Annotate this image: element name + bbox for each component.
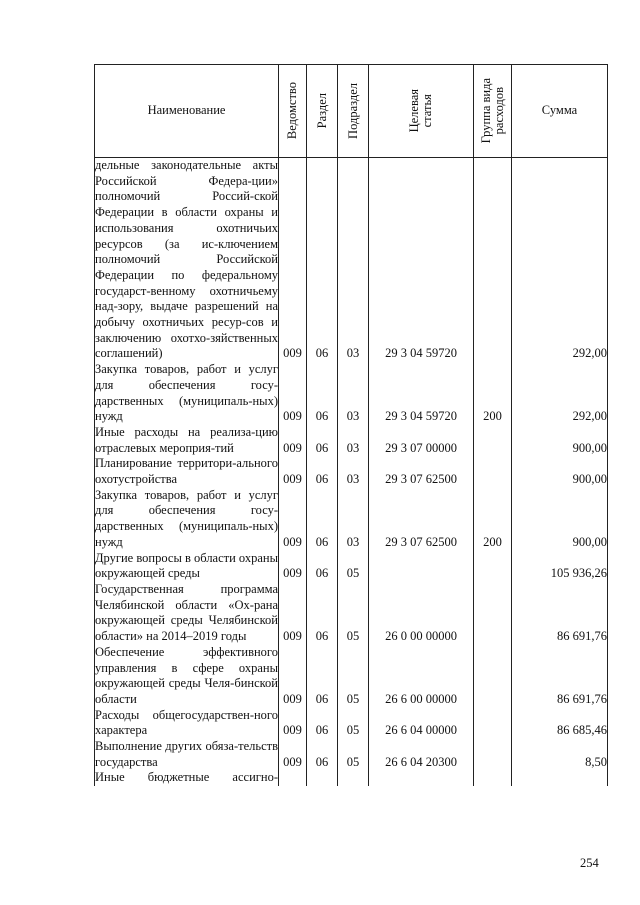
row-section-cell: 06 <box>307 456 338 487</box>
row-expense-group-cell <box>474 739 512 770</box>
table-row <box>95 708 608 739</box>
table-row <box>95 582 608 645</box>
row-amount-cell: 292,00 <box>512 158 608 363</box>
budget-table <box>94 64 608 786</box>
row-name-cell: Расходы общегосударствен-ного характера <box>95 707 278 738</box>
table-row <box>95 551 608 582</box>
table-body <box>95 158 608 787</box>
row-expense-group-cell <box>474 645 512 708</box>
row-name-cell: Другие вопросы в области охраны окружающей среды <box>95 550 279 581</box>
row-target-article-cell: 29 3 04 59720 <box>369 362 474 425</box>
row-amount-cell: 105 936,26 <box>512 551 608 582</box>
row-section-cell: 06 <box>307 158 338 363</box>
row-section-cell <box>307 770 338 786</box>
header-row <box>95 65 608 158</box>
row-subsection-cell: 05 <box>338 739 369 770</box>
row-target-article-cell: 29 3 07 00000 <box>369 425 474 456</box>
row-department-cell: 009 <box>279 425 307 456</box>
row-name-cell: дельные законодательные акты Российской Федера-ции» полномочий Россий-ской Федерации в области охраны и использования охотничьих ресурсов (за ис-ключением полномочий Российской Федерации по федеральному государст-венному охотничьему над-зору, выдаче разрешений на добычу охотничьих ресур-сов и заключению охотхо-зяйственных соглашений) <box>95 158 278 361</box>
row-section-cell: 06 <box>307 488 338 551</box>
row-name-cell: Государственная программа Челябинской области «Ох-рана окружающей среды Челябинской области» на 2014–2019 годы <box>95 581 278 644</box>
row-amount-cell: 292,00 <box>512 362 608 425</box>
header-expense-group <box>474 65 512 158</box>
row-department-cell: 009 <box>279 739 307 770</box>
row-department-cell: 009 <box>279 488 307 551</box>
row-expense-group-cell <box>474 551 512 582</box>
header-target-article-label: Целевая статья <box>407 89 434 133</box>
row-target-article-cell: 29 3 07 62500 <box>369 456 474 487</box>
table-row <box>95 488 608 551</box>
header-department-label: Ведомство <box>285 82 299 140</box>
header-subsection <box>338 65 369 158</box>
row-target-article-cell <box>369 770 474 786</box>
header-department <box>279 65 307 158</box>
row-name-cell: Закупка товаров, работ и услуг для обеспечения госу-дарственных (муниципаль-ных) нужд <box>95 487 278 549</box>
row-target-article-cell <box>369 551 474 582</box>
header-section-label: Раздел <box>314 93 329 129</box>
row-subsection-cell: 03 <box>338 425 369 456</box>
row-name-cell: Иные расходы на реализа-цию отраслевых мероприя-тий <box>95 424 278 455</box>
row-subsection-cell: 03 <box>338 158 369 363</box>
header-section <box>307 65 338 158</box>
header-name: Наименование <box>95 65 279 158</box>
row-expense-group-cell: 200 <box>474 362 512 425</box>
row-subsection-cell: 05 <box>338 551 369 582</box>
row-amount-cell: 86 691,76 <box>512 582 608 645</box>
row-name-cell: Иные бюджетные ассигно- <box>95 770 278 785</box>
table-row <box>95 456 608 487</box>
row-section-cell: 06 <box>307 425 338 456</box>
row-name-cell: Закупка товаров, работ и услуг для обеспечения госу-дарственных (муниципаль-ных) нужд <box>95 362 278 424</box>
row-department-cell: 009 <box>279 708 307 739</box>
header-subsection-label: Подраздел <box>345 83 360 139</box>
row-expense-group-cell <box>474 708 512 739</box>
header-expense-group-label: Группа вида расходов <box>478 78 506 144</box>
row-section-cell: 06 <box>307 362 338 425</box>
row-department-cell: 009 <box>279 362 307 425</box>
row-department-cell: 009 <box>279 158 307 363</box>
row-section-cell: 06 <box>307 708 338 739</box>
table-row <box>95 770 608 786</box>
row-subsection-cell: 03 <box>338 362 369 425</box>
row-expense-group-cell <box>474 425 512 456</box>
row-section-cell: 06 <box>307 551 338 582</box>
table-row <box>95 362 608 425</box>
row-target-article-cell: 26 6 04 20300 <box>369 739 474 770</box>
row-amount-cell: 900,00 <box>512 425 608 456</box>
row-target-article-cell: 29 3 07 62500 <box>369 488 474 551</box>
row-target-article-cell: 26 0 00 00000 <box>369 582 474 645</box>
table-row <box>95 158 608 363</box>
table-row <box>95 739 608 770</box>
row-subsection-cell: 05 <box>338 582 369 645</box>
row-amount-cell: 900,00 <box>512 488 608 551</box>
row-department-cell: 009 <box>279 582 307 645</box>
row-expense-group-cell <box>474 456 512 487</box>
row-department-cell: 009 <box>279 645 307 708</box>
row-expense-group-cell <box>474 158 512 363</box>
row-department-cell: 009 <box>279 456 307 487</box>
row-amount-cell: 86 691,76 <box>512 645 608 708</box>
row-subsection-cell: 03 <box>338 456 369 487</box>
row-amount-cell: 8,50 <box>512 739 608 770</box>
row-target-article-cell: 26 6 04 00000 <box>369 708 474 739</box>
row-name-cell: Выполнение других обяза-тельств государства <box>95 739 278 769</box>
row-section-cell: 06 <box>307 645 338 708</box>
row-expense-group-cell <box>474 770 512 786</box>
row-amount-cell: 900,00 <box>512 456 608 487</box>
table-row <box>95 425 608 456</box>
row-subsection-cell: 05 <box>338 708 369 739</box>
row-section-cell: 06 <box>307 739 338 770</box>
row-department-cell <box>279 770 307 786</box>
row-expense-group-cell: 200 <box>474 488 512 551</box>
row-name-cell: Планирование территори-ального охотустройства <box>95 456 278 487</box>
row-department-cell: 009 <box>279 551 307 582</box>
table-row <box>95 645 608 708</box>
row-target-article-cell: 26 6 00 00000 <box>369 645 474 708</box>
header-amount: Сумма <box>512 65 608 158</box>
row-subsection-cell <box>338 770 369 786</box>
row-target-article-cell: 29 3 04 59720 <box>369 158 474 363</box>
row-amount-cell: 86 685,46 <box>512 708 608 739</box>
page-number: 254 <box>580 856 599 870</box>
row-name-cell: Обеспечение эффективного управления в сфере охраны окружающей среды Челя-бинской области <box>95 644 278 706</box>
row-subsection-cell: 05 <box>338 645 369 708</box>
row-section-cell: 06 <box>307 582 338 645</box>
header-target-article <box>369 65 474 158</box>
row-subsection-cell: 03 <box>338 488 369 551</box>
row-amount-cell <box>512 770 608 786</box>
row-expense-group-cell <box>474 582 512 645</box>
